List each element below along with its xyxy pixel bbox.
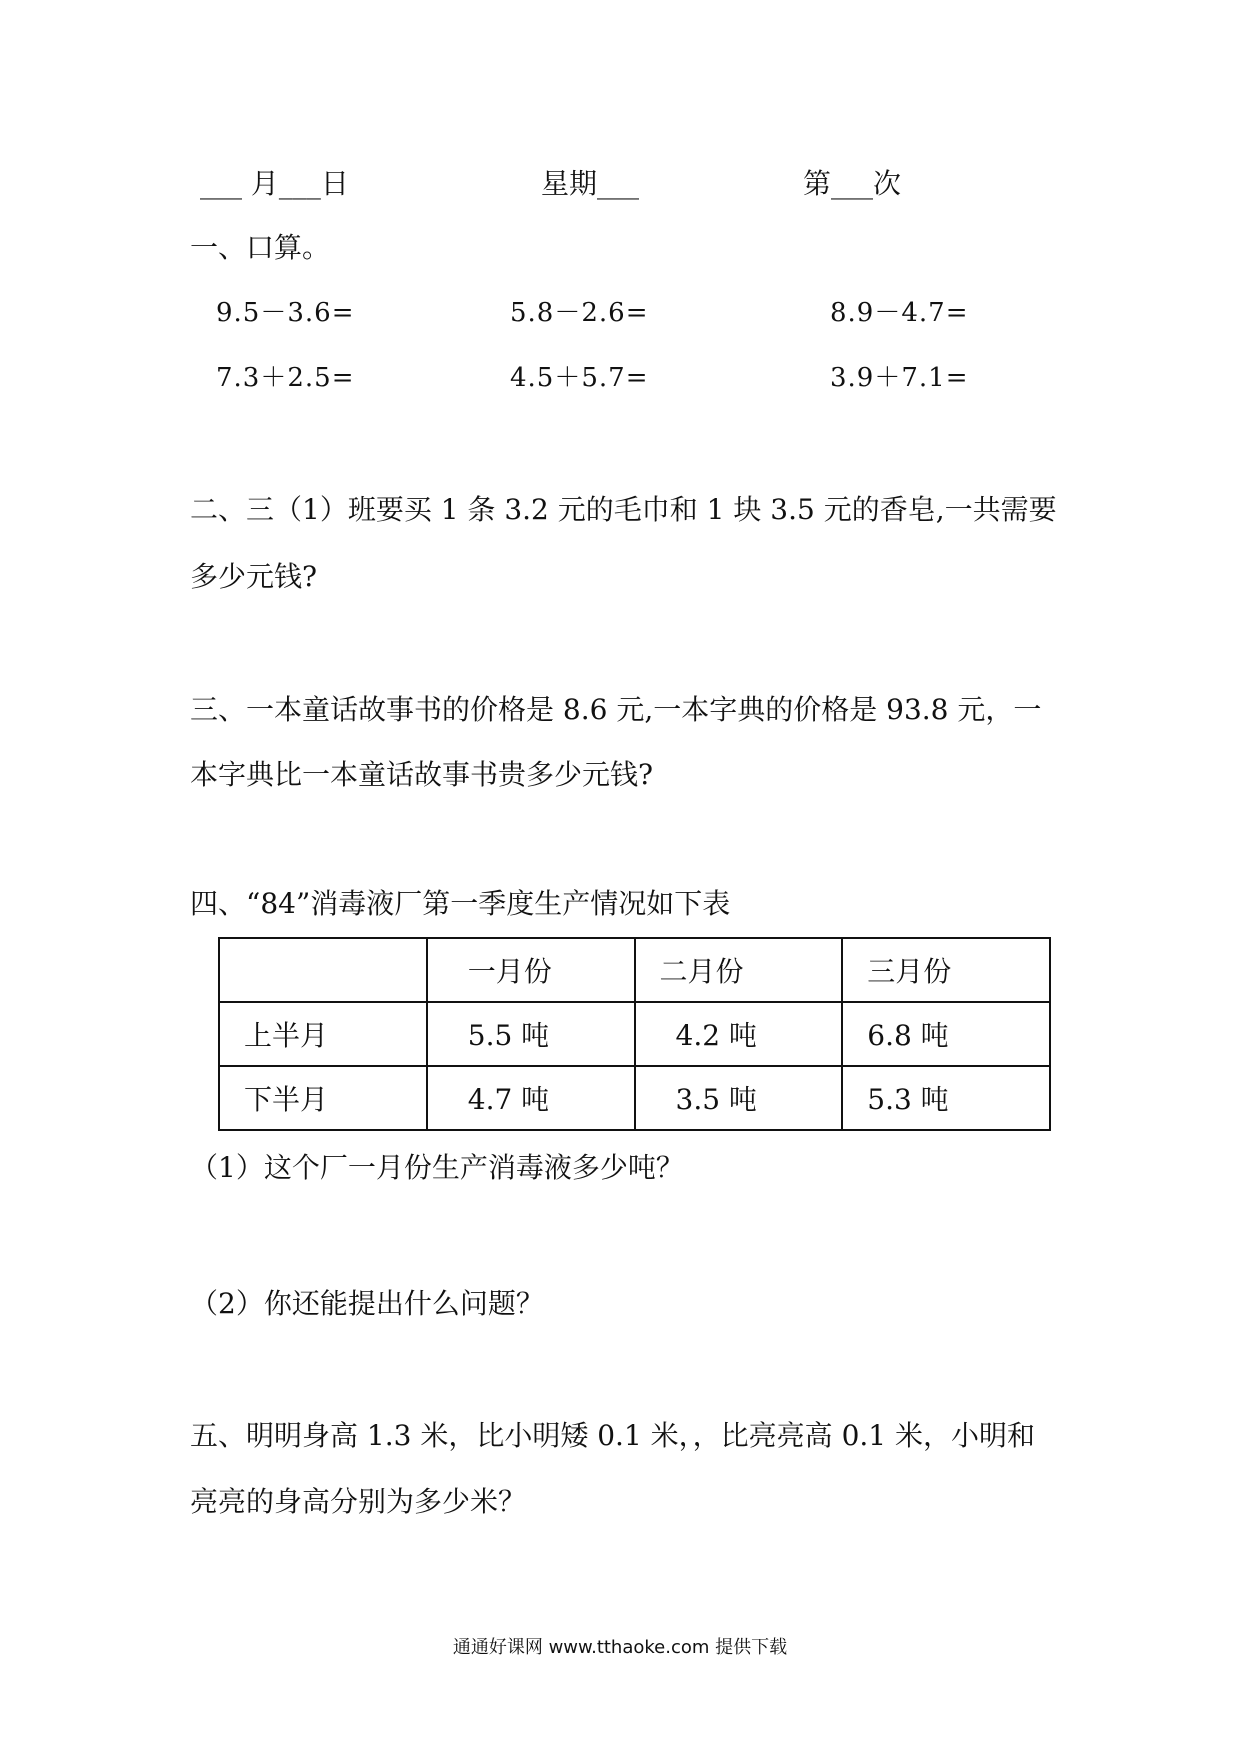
table-header-cell: 二月份: [635, 938, 843, 1002]
date-field: ___ 月___日: [200, 167, 349, 200]
section2-line1: 二、三（1）班要买 1 条 3.2 元的毛巾和 1 块 3.5 元的香皂,一共需要: [190, 493, 1057, 526]
problem-2-1: 7.3＋2.5=: [216, 363, 355, 393]
count-field: 第___次: [803, 167, 902, 200]
table-header-row: [219, 938, 1050, 1002]
table-row: [219, 1002, 1050, 1066]
production-table: [218, 937, 1051, 1131]
section2-line2: 多少元钱?: [190, 560, 318, 593]
table-row: [219, 1066, 1050, 1130]
problem-1-1: 9.5－3.6=: [216, 298, 355, 328]
problem-1-2: 5.8－2.6=: [510, 298, 649, 328]
section1-title: 一、口算。: [190, 231, 331, 264]
problem-1-3: 8.9－4.7=: [830, 298, 969, 328]
section3-line1: 三、一本童话故事书的价格是 8.6 元,一本字典的价格是 93.8 元，一: [190, 693, 1042, 726]
section4-question1: （1）这个厂一月份生产消毒液多少吨？: [190, 1151, 684, 1184]
table-cell: 5.5 吨: [427, 1002, 635, 1066]
problem-2-2: 4.5＋5.7=: [510, 363, 649, 393]
table-cell: 4.7 吨: [427, 1066, 635, 1130]
problem-2-3: 3.9＋7.1=: [830, 363, 969, 393]
section4-title: 四、“84”消毒液厂第一季度生产情况如下表: [190, 887, 731, 920]
section4-question2: （2）你还能提出什么问题？: [190, 1287, 544, 1320]
section3-line2: 本字典比一本童话故事书贵多少元钱?: [190, 758, 654, 791]
table-cell: 4.2 吨: [635, 1002, 843, 1066]
weekday-field: 星期___: [541, 167, 640, 200]
table-header-cell: 一月份: [427, 938, 635, 1002]
table-header-cell: 三月份: [842, 938, 1050, 1002]
table-cell: 3.5 吨: [635, 1066, 843, 1130]
footer-credit: 通通好课网 www.tthaoke.com 提供下载: [452, 1637, 788, 1658]
table-header-cell: [219, 938, 427, 1002]
table-cell: 下半月: [219, 1066, 427, 1130]
section5-line2: 亮亮的身高分别为多少米？: [190, 1485, 527, 1518]
table-cell: 6.8 吨: [842, 1002, 1050, 1066]
table-cell: 上半月: [219, 1002, 427, 1066]
section5-line1: 五、明明身高 1.3 米，比小明矮 0.1 米，，比亮亮高 0.1 米，小明和: [190, 1419, 1035, 1452]
table-cell: 5.3 吨: [842, 1066, 1050, 1130]
